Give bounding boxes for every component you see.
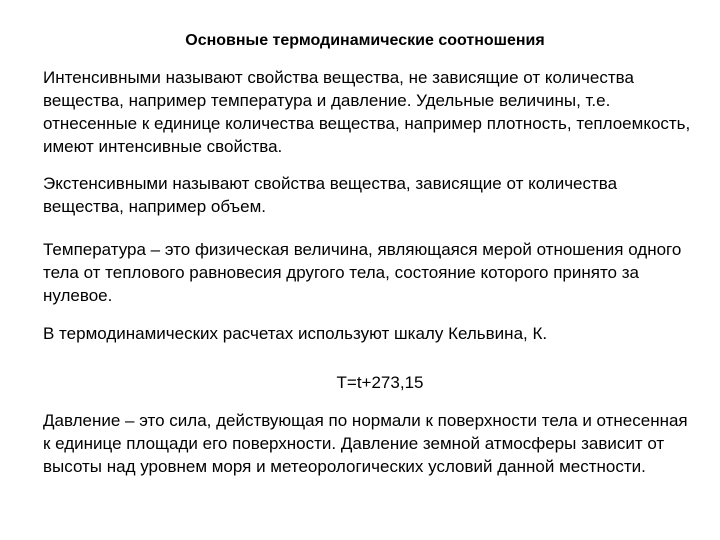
- paragraph-extensive: Экстенсивными называют свойства вещества, зависящие от количества вещества, например объем.: [43, 174, 618, 216]
- paragraph-pressure: Давление – это сила, действующая по нормали к поверхности тела и отнесенная к единице площади его поверхности. Давление земной атмосферы зависит от высоты над уровнем моря и метеорологических условий данной местности.: [43, 411, 688, 476]
- paragraph-kelvin-scale: В термодинамических расчетах используют шкалу Кельвина, К.: [43, 324, 548, 343]
- slide-title: Основные термодинамические соотношения: [185, 32, 545, 49]
- paragraph-temperature: Температура – это физическая величина, являющаяся мерой отношения одного тела от теплового равновесия другого тела, состояние которого принято за нулевое.: [43, 240, 682, 305]
- kelvin-formula: T=t+273,15: [336, 373, 424, 392]
- paragraph-intensive: Интенсивными называют свойства вещества, не зависящие от количества вещества, например температура и давление. Удельные величины, т.е. отнесенные к единице количества вещества, например плотность, теплоемкость, имеют интенсивные свойства.: [43, 68, 691, 156]
